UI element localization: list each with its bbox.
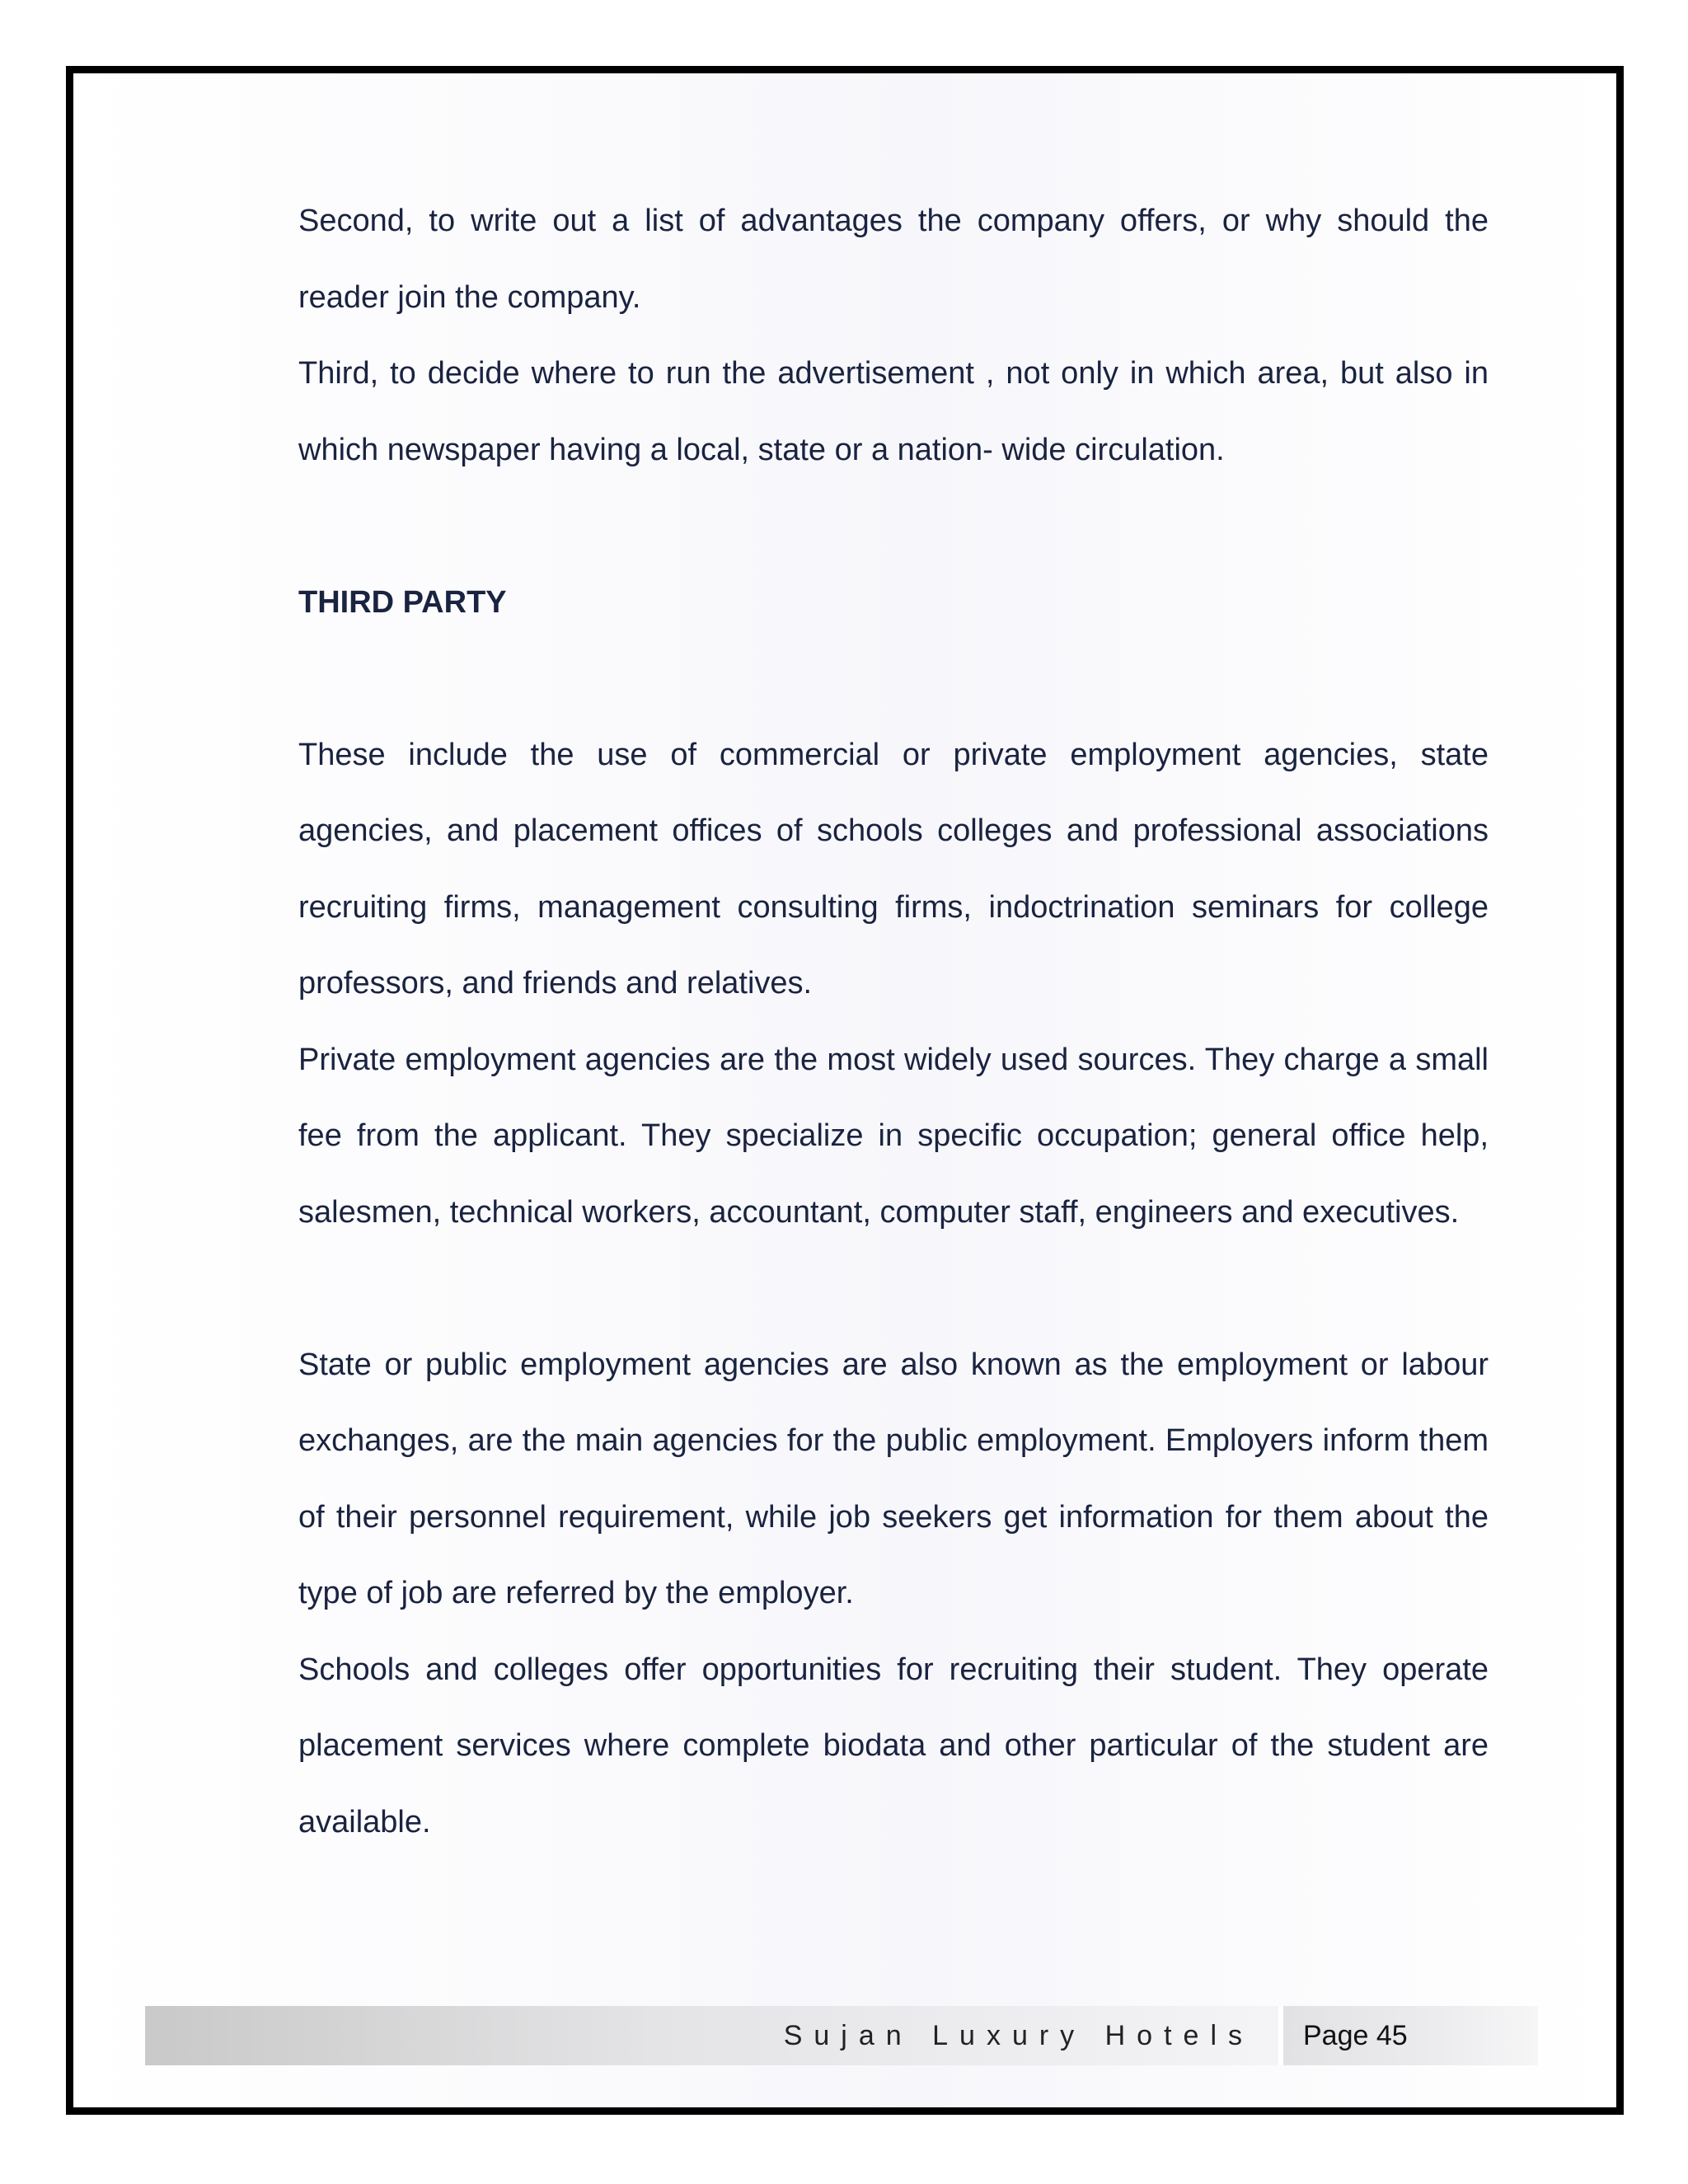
spacer (298, 1250, 1489, 1327)
spacer (298, 640, 1489, 717)
document-body (298, 183, 1489, 1860)
footer-company-box (145, 2006, 1278, 2065)
paragraph-third-party-intro: These include the use of commercial or private employment agencies, state agencies, and placement offices of schools colleges and professional associations recruiting firms, management consulting firms, indoctrination seminars for college professors, and friends and relatives. (298, 737, 1489, 1001)
footer-page-box (1283, 2006, 1538, 2065)
paragraph-private-agencies: Private employment agencies are the most widely used sources. They charge a small fee from the applicant. They specialize in specific occupation; general office help, salesmen, technical workers, accountant, computer staff, engineers and executives. (298, 1042, 1489, 1230)
paragraph-second: Second, to write out a list of advantages the company offers, or why should the reader join the company. (298, 204, 1489, 315)
paragraph-third: Third, to decide where to run the advertisement , not only in which area, but also in which newspaper having a local, state or a nation- wide circulation. (298, 356, 1489, 467)
page-number: Page 45 (1303, 2019, 1408, 2051)
spacer (298, 488, 1489, 565)
section-heading: THIRD PARTY (298, 584, 507, 620)
footer-company-name: Sujan Luxury Hotels (783, 2019, 1254, 2051)
paragraph-schools-colleges: Schools and colleges offer opportunities for recruiting their student. They operate placement services where complete biodata and other particular of the student are available. (298, 1652, 1489, 1840)
page-footer (145, 2006, 1538, 2065)
paragraph-public-agencies: State or public employment agencies are also known as the employment or labour exchanges, are the main agencies for the public employment. Employers inform them of their personnel requirement, while job seekers get information for them about the type of job are referred by the employer. (298, 1347, 1489, 1610)
